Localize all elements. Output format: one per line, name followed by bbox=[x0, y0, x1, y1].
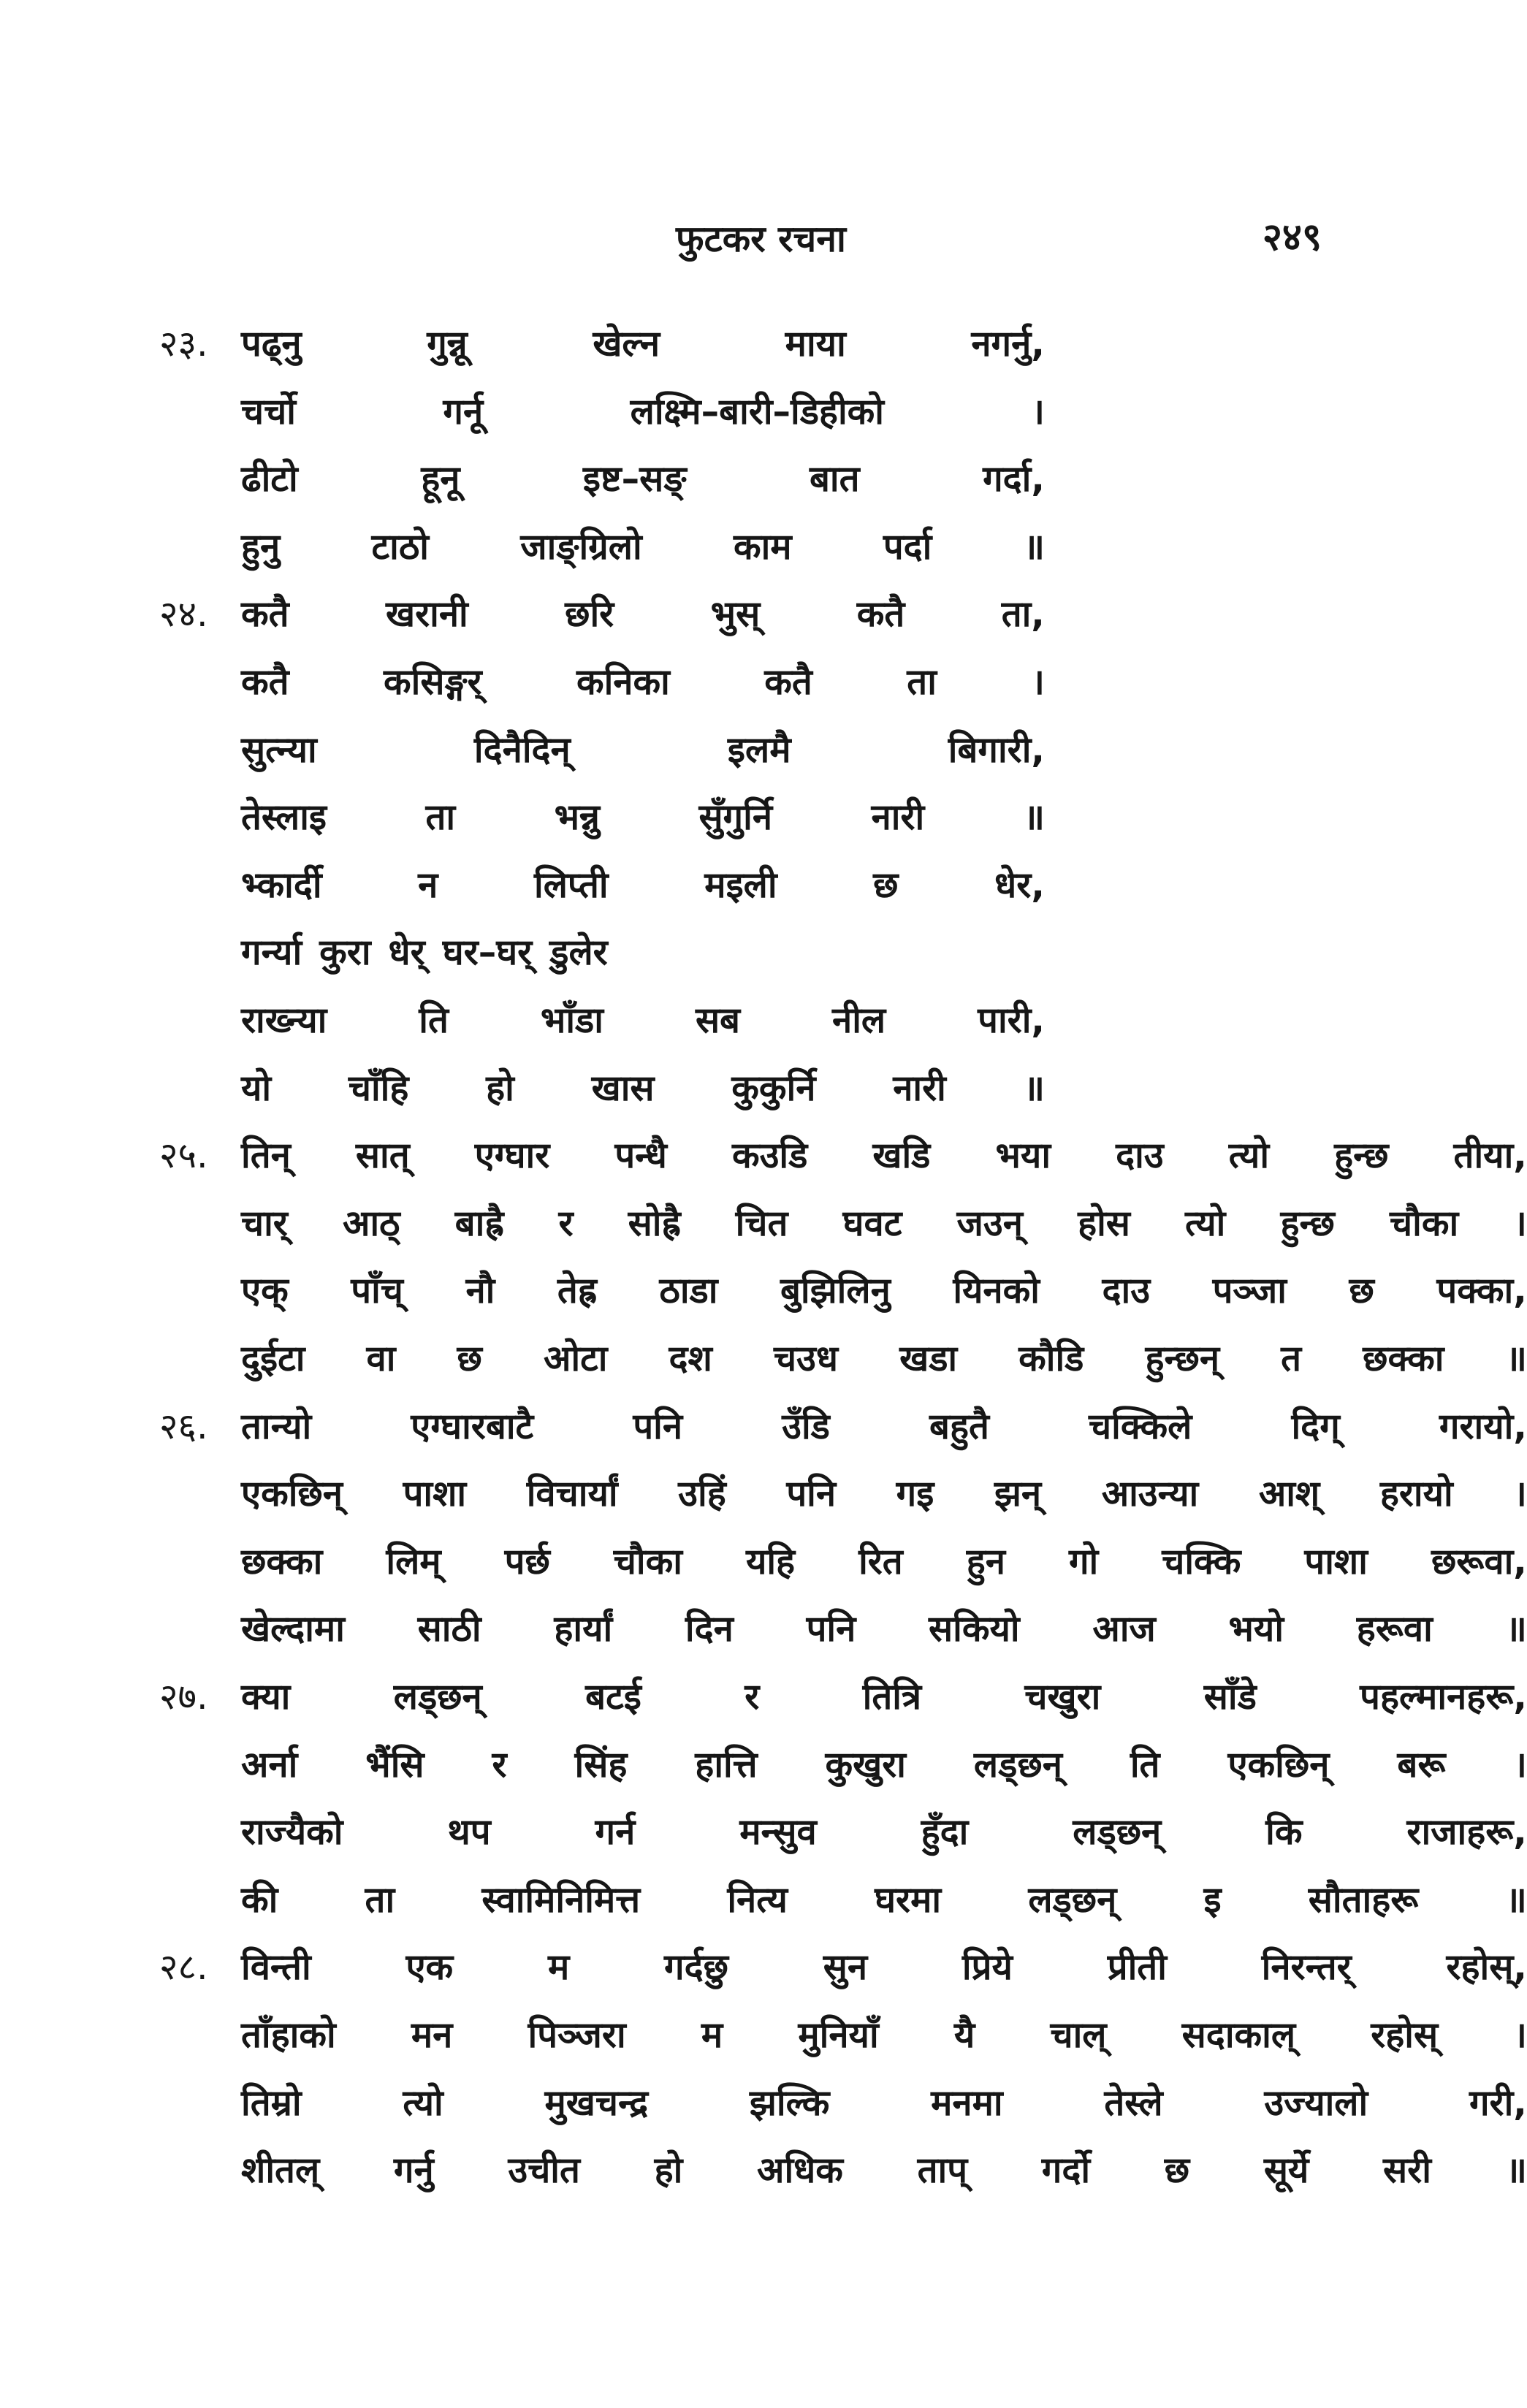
verse-text: यो चाँहि हो खास कुकुर्नि नारी ॥ bbox=[241, 1067, 1045, 1109]
verse-line bbox=[159, 1731, 1527, 1799]
verse-line bbox=[159, 514, 1357, 582]
verse-line bbox=[159, 2137, 1527, 2205]
stanza bbox=[159, 1934, 1527, 2204]
verse-text: हुनु टाठो जाङ्ग्रिलो काम पर्दा ॥ bbox=[241, 525, 1045, 568]
verse-line bbox=[159, 2070, 1527, 2138]
verse-text: कतै कसिङ्गर् कनिका कतै ता । bbox=[241, 660, 1045, 703]
verse-text: सुत्न्या दिनैदिन् इलमै बिगारी, bbox=[241, 728, 1045, 771]
verse-text: तिन् सात् एग्घार पन्धै कउडि खडि भया दाउ त्यो हुन्छ तीया, bbox=[241, 1135, 1527, 1177]
verse-number: २७. bbox=[159, 1676, 208, 1718]
verse-text: क्या लड्छन् बटई र तित्रि चखुरा साँडे पहल्मानहरू, bbox=[241, 1676, 1527, 1718]
verse-text: चार् आठ् बाह्रै र सोह्रै चित घवट जउन् होस त्यो हुन्छ चौका । bbox=[241, 1202, 1527, 1244]
verse-line bbox=[159, 784, 1357, 852]
verse-line bbox=[159, 310, 1357, 378]
verse-text: विन्ती एक म गर्दछु सुन प्रिये प्रीती निरन्तर् रहोस्, bbox=[241, 1946, 1527, 1989]
verse-text: एक् पाँच् नौ तेह्र ठाडा बुझिलिनु यिनको दाउ पञ्जा छ पक्का, bbox=[241, 1270, 1527, 1312]
page-number: २४९ bbox=[1262, 216, 1322, 259]
page-title: फुटकर रचना bbox=[676, 218, 846, 260]
verse-text: छक्का लिम् पर्छ चौका यहि रित हुन गो चक्कि पाशा छरूवा, bbox=[241, 1540, 1527, 1582]
verse-line bbox=[159, 717, 1357, 785]
verse-line bbox=[159, 1055, 1357, 1123]
verse-number: २३. bbox=[159, 323, 208, 365]
verse-text: शीतल् गर्नु उचीत हो अधिक ताप् गर्दो छ सूर्ये सरी ॥ bbox=[241, 2149, 1527, 2192]
verse-text: तेस्लाइ ता भन्नु सुँगुर्नि नारी ॥ bbox=[241, 796, 1045, 839]
verse-line bbox=[159, 1596, 1527, 1664]
verse-text: चर्चो गर्नू लक्ष्मि–बारी–डिहीको । bbox=[241, 390, 1045, 433]
stanza bbox=[159, 581, 1357, 1122]
verse-line bbox=[159, 1867, 1527, 1935]
verse-text: भ्कार्दी न लिप्ती मइली छ धेर, bbox=[241, 864, 1045, 906]
verse-text: एकछिन् पाशा विचार्यां उहिं पनि गइ झन् आउन्या आश् हरायो । bbox=[241, 1473, 1527, 1515]
verse-line bbox=[159, 1122, 1527, 1190]
verse-text: दुईटा वा छ ओटा दश चउध खडा कौडि हुन्छन् त छक्का ॥ bbox=[241, 1337, 1527, 1379]
verse-text: ताँहाको मन पिञ्जरा म मुनियाँ यै चाल् सदाकाल् रहोस् । bbox=[241, 2013, 1527, 2056]
verse-text: गर्न्या कुरा धेर् घर–घर् डुलेर bbox=[241, 931, 608, 974]
verse-line bbox=[159, 1190, 1527, 1258]
verse-text: तिम्रो त्यो मुखचन्द्र झल्कि मनमा तेस्ले उज्यालो गरी, bbox=[241, 2081, 1527, 2124]
stanza bbox=[159, 1122, 1527, 1392]
stanza bbox=[159, 1664, 1527, 1934]
verse-text: अर्ना भैंसि र सिंह हात्ति कुखुरा लड्छन् ति एकछिन् बरू । bbox=[241, 1743, 1527, 1786]
verse-text: राख्न्या ति भाँडा सब नील पारी, bbox=[241, 999, 1045, 1041]
verse-line bbox=[159, 1799, 1527, 1867]
verse-line bbox=[159, 1528, 1527, 1596]
verse-text: खेल्दामा साठी हार्यां दिन पनि सकियो आज भयो हरूवा ॥ bbox=[241, 1608, 1527, 1650]
verse-line bbox=[159, 919, 1357, 987]
verse-line bbox=[159, 446, 1357, 514]
verse-line bbox=[159, 852, 1357, 920]
verse-line bbox=[159, 581, 1357, 649]
verse-text: तान्यो एग्घारबाटै पनि उँडि बहुतै चक्किले दिग् गरायो, bbox=[241, 1405, 1527, 1447]
verse-number: २५. bbox=[159, 1135, 208, 1177]
verse-text: कतै खरानी छरि भुस् कतै ता, bbox=[241, 593, 1045, 636]
verse-number: २८. bbox=[159, 1946, 208, 1989]
verse-text: ढीटो हूनू इष्ट–सङ् बात गर्दा, bbox=[241, 458, 1045, 500]
verse-line bbox=[159, 1664, 1527, 1731]
verse-text: की ता स्वामिनिमित्त नित्य घरमा लड्छन् इ सौताहरू ॥ bbox=[241, 1878, 1527, 1921]
verse-line bbox=[159, 1393, 1527, 1461]
verse-text: राज्यैको थप गर्न मन्सुव हुँदा लड्छन् कि राजाहरू, bbox=[241, 1811, 1527, 1853]
verse-line bbox=[159, 1460, 1527, 1528]
verse-line bbox=[159, 1934, 1527, 2002]
verse-number: २४. bbox=[159, 593, 208, 636]
verse-line bbox=[159, 2002, 1527, 2070]
stanza bbox=[159, 310, 1357, 581]
stanza bbox=[159, 1393, 1527, 1664]
verse-line bbox=[159, 378, 1357, 446]
verse-number: २६. bbox=[159, 1405, 208, 1447]
verse-text: पढ्नु गुन्नू खेल्न माया नगर्नु, bbox=[241, 323, 1045, 365]
verse-line bbox=[159, 649, 1357, 717]
verse-line bbox=[159, 1257, 1527, 1325]
verse-line bbox=[159, 987, 1357, 1055]
verse-line bbox=[159, 1325, 1527, 1393]
